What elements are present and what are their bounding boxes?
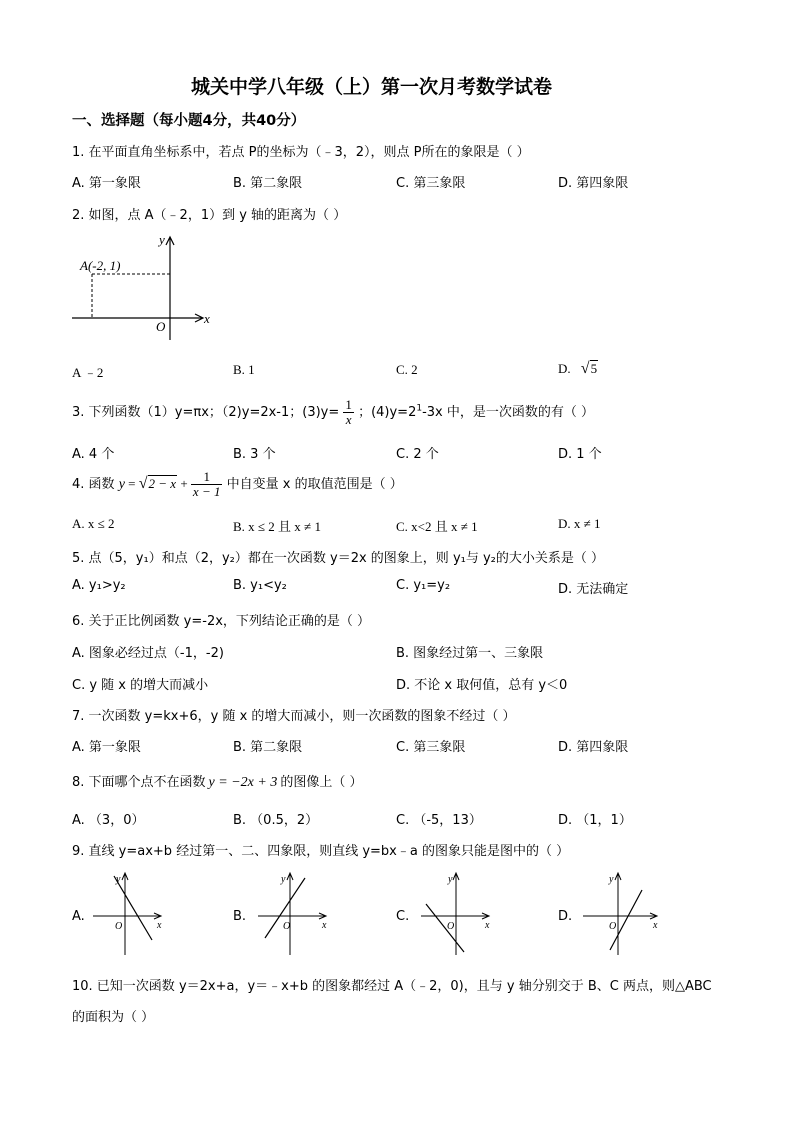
q8-option-b[interactable]: B. （0.5，2） [233, 813, 319, 828]
sqrt-symbol: √ [580, 360, 590, 377]
q4-stem-b: 中自变量 x 的取值范围是（ ） [226, 477, 403, 492]
q6-option-b[interactable]: B. 图象经过第一、三象限 [396, 646, 544, 661]
q2-coordinate-figure [70, 230, 220, 345]
q9a-y-label: y [116, 874, 121, 885]
q4-frac-den: x − 1 [192, 484, 221, 499]
q4-option-a[interactable]: A. x ≤ 2 [72, 516, 115, 531]
q4-plus: + [177, 476, 191, 491]
q9b-y-label: y [281, 874, 286, 885]
q4-eq: = [124, 476, 139, 491]
q9a-origin: O [115, 921, 123, 932]
q4-fraction [191, 470, 223, 499]
q2-option-d[interactable] [558, 360, 598, 378]
page-title: 城关中学八年级（上）第一次月考数学试卷 [191, 76, 553, 98]
q3-option-a[interactable]: A. 4 个 [72, 447, 115, 462]
q9c-x-label: x [485, 920, 490, 931]
q4-frac-num: 1 [191, 470, 223, 485]
q3-frac-num: 1 [345, 397, 352, 412]
question-2-stem: 2. 如图，点 A（﹣2，1）到 y 轴的距离为（ ） [72, 208, 347, 223]
q9-graph-d[interactable] [578, 870, 663, 960]
question-9-stem: 9. 直线 y=ax+b 经过第一、二、四象限，则直线 y=bx﹣a 的图象只能是图中的（ ） [72, 844, 570, 859]
q9-option-a[interactable]: A. [72, 909, 85, 924]
q7-option-d[interactable]: D. 第四象限 [558, 740, 629, 755]
q1-option-c[interactable]: C. 第三象限 [396, 176, 466, 191]
q4-y: y [118, 477, 125, 492]
q3-stem-c: -3x 中，是一次函数的有（ ） [422, 405, 594, 420]
q9a-x-label: x [157, 920, 162, 931]
q5-option-d[interactable]: D. 无法确定 [558, 582, 629, 597]
q8-stem-a: 8. 下面哪个点不在函数 [72, 775, 206, 790]
q5-option-c[interactable]: C. y₁=y₂ [396, 578, 451, 593]
section-heading: 一、选择题（每小题4分，共40分） [72, 113, 306, 129]
q7-option-c[interactable]: C. 第三象限 [396, 740, 466, 755]
question-8-stem [72, 771, 362, 791]
q3-exponent: 1 [416, 403, 423, 414]
q2-option-c[interactable]: C. 2 [396, 362, 418, 377]
q9-option-c[interactable]: C. [396, 909, 410, 924]
q1-option-d[interactable]: D. 第四象限 [558, 176, 629, 191]
q9-option-b[interactable]: B. [233, 909, 247, 924]
sqrt-symbol: √ [138, 475, 148, 492]
q6-option-d[interactable]: D. 不论 x 取何值，总有 y＜0 [396, 678, 568, 693]
q3-option-b[interactable]: B. 3 个 [233, 447, 276, 462]
q9b-x-label: x [322, 920, 327, 931]
q2-radicand: 5 [590, 361, 598, 376]
q4-radicand: 2 − x [148, 476, 177, 491]
question-10-stem-line1: 10. 已知一次函数 y＝2x+a，y＝﹣x+b 的图象都经过 A（﹣2，0)，且与 y 轴分别交于 B、C 两点，则△ABC [72, 979, 712, 994]
q8-option-d[interactable]: D. （1，1） [558, 813, 632, 828]
q2-x-axis-label: x [204, 311, 210, 326]
q3-stem-a: 3. 下列函数（1）y=πx；（2)y=2x-1；(3)y= [72, 405, 340, 420]
q6-option-c[interactable]: C. y 随 x 的增大而减小 [72, 678, 209, 693]
question-1-stem: 1. 在平面直角坐标系中，若点 P的坐标为（﹣3，2），则点 P所在的象限是（ ） [72, 145, 530, 160]
q1-option-a[interactable]: A. 第一象限 [72, 176, 141, 191]
q3-option-c[interactable]: C. 2 个 [396, 447, 439, 462]
q9c-origin: O [447, 921, 455, 932]
q3-fraction [343, 398, 354, 427]
q2-origin-label: O [156, 319, 166, 334]
q4-option-d[interactable]: D. x ≠ 1 [558, 516, 601, 531]
q9-graph-c[interactable] [416, 870, 496, 960]
question-5-stem: 5. 点（5，y₁）和点（2，y₂）都在一次函数 y＝2x 的图象上，则 y₁与 y₂的大小关系是（ ） [72, 551, 605, 566]
q9d-x-label: x [653, 920, 658, 931]
q5-option-a[interactable]: A. y₁>y₂ [72, 578, 126, 593]
q2-option-d-label: D. [558, 361, 571, 376]
q1-option-b[interactable]: B. 第二象限 [233, 176, 303, 191]
q9-option-d[interactable]: D. [558, 909, 573, 924]
q8-stem-b: 的图像上（ ） [280, 775, 363, 790]
q9c-y-label: y [448, 874, 453, 885]
question-7-stem: 7. 一次函数 y=kx+6，y 随 x 的增大而减小，则一次函数的图象不经过（ ） [72, 709, 516, 724]
q2-option-b[interactable]: B. 1 [233, 362, 255, 377]
q8-option-c[interactable]: C. （-5，13） [396, 813, 482, 828]
question-10-stem-line2: 的面积为（ ） [72, 1010, 155, 1025]
q8-option-a[interactable]: A. （3，0） [72, 813, 145, 828]
question-6-stem: 6. 关于正比例函数 y=-2x，下列结论正确的是（ ） [72, 614, 371, 629]
q9-graph-b[interactable] [253, 870, 333, 960]
q4-stem-a: 4. 函数 [72, 477, 115, 492]
q8-function: y = −2x + 3 [208, 775, 278, 790]
q3-stem-b: ；(4)y=2 [358, 405, 417, 420]
q2-point-label: A(-2, 1) [80, 258, 121, 273]
q9d-y-label: y [609, 874, 614, 885]
q4-option-b[interactable]: B. x ≤ 2 且 x ≠ 1 [233, 519, 321, 534]
q6-option-a[interactable]: A. 图象必经过点（-1，-2) [72, 646, 224, 661]
q9b-origin: O [283, 921, 291, 932]
q4-option-c[interactable]: C. x<2 且 x ≠ 1 [396, 519, 478, 534]
q5-option-b[interactable]: B. y₁<y₂ [233, 578, 287, 593]
q9-graph-a[interactable] [88, 870, 168, 960]
question-4-stem [72, 470, 403, 499]
q7-option-a[interactable]: A. 第一象限 [72, 740, 141, 755]
q2-option-a[interactable]: A ﹣2 [72, 365, 104, 380]
question-3-stem [72, 398, 594, 427]
q3-option-d[interactable]: D. 1 个 [558, 447, 602, 462]
q2-y-axis-label: y [159, 232, 165, 247]
q7-option-b[interactable]: B. 第二象限 [233, 740, 303, 755]
q9d-origin: O [609, 921, 617, 932]
q3-frac-den: x [345, 412, 352, 427]
